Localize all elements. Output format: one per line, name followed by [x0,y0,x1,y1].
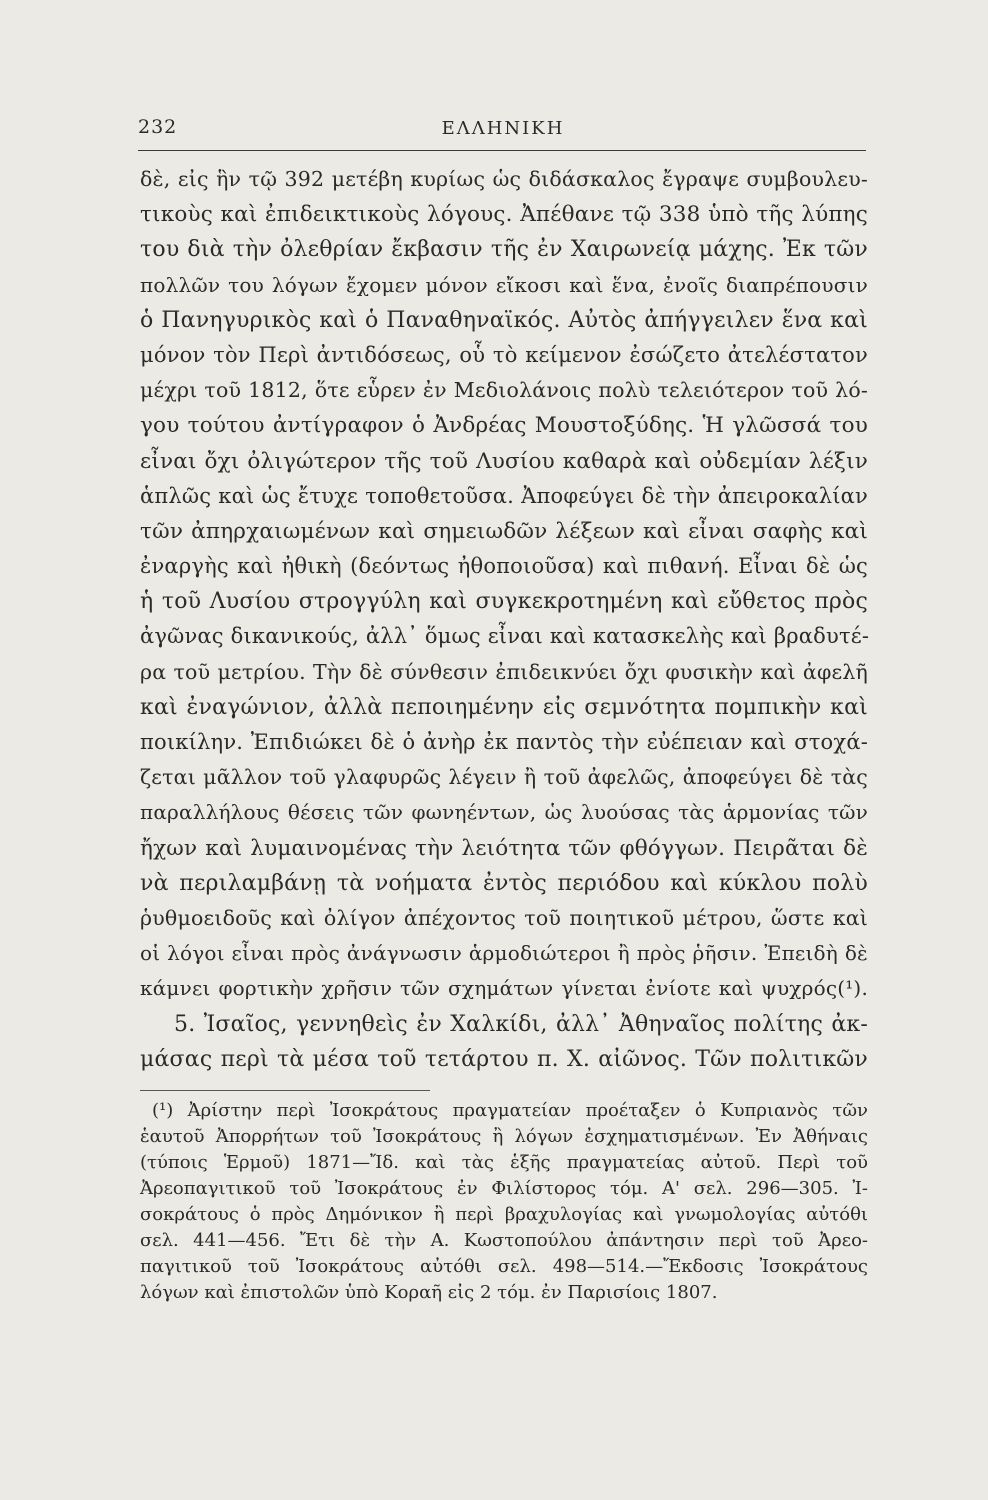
body-line: του διὰ τὴν ὀλεθρίαν ἔκβασιν τῆς ἐν Χαιρωνείᾳ μάχης. Ἐκ τῶν [140,237,868,263]
body-line: μέχρι τοῦ 1812, ὅτε εὗρεν ἐν Μεδιολάνοις πολὺ τελειότερον τοῦ λό- [140,378,868,403]
body-line: δὲ, εἰς ἣν τῷ 392 μετέβη κυρίως ὡς διδάσκαλος ἔγραψε συμβουλευ- [140,167,868,191]
body-line: ζεται μᾶλλον τοῦ γλαφυρῶς λέγειν ἢ τοῦ ἀφελῶς, ἀποφεύγει δὲ τὰς [140,765,868,790]
body-line: ρα τοῦ μετρίου. Τὴν δὲ σύνθεσιν ἐπιδεικνύει ὄχι φυσικὴν καὶ ἀφελῆ [140,659,868,684]
body-line: ὁ Πανηγυρικὸς καὶ ὁ Παναθηναϊκός. Αὐτὸς ἀπήγγειλεν ἕνα καὶ [140,307,868,333]
body-line: ποικίλην. Ἐπιδιώκει δὲ ὁ ἀνὴρ ἐκ παντὸς τὴν εὐέπειαν καὶ στοχά- [140,730,868,754]
body-line: ἀγῶνας δικανικούς, ἀλλ᾽ ὅμως εἶναι καὶ κατασκελὴς καὶ βραδυτέ- [140,624,870,649]
body-line: ῥυθμοειδοῦς καὶ ὀλίγον ἀπέχοντος τοῦ ποιητικοῦ μέτρου, ὥστε καὶ [140,905,868,930]
body-line: τικοὺς καὶ ἐπιδεικτικοὺς λόγους. Ἀπέθανε τῷ 338 ὑπὸ τῆς λύπης [140,202,868,228]
body-text [140,162,868,1077]
body-line: καὶ ἐναγώνιον, ἀλλὰ πεποιημένην εἰς σεμνότητα πομπικὴν καὶ [140,694,868,720]
running-title: ΕΛΛΗΝΙΚΗ [441,118,565,139]
footnote-line: (τύποις Ἑρμοῦ) 1871—Ἴδ. καὶ τὰς ἑξῆς πραγματείας αὐτοῦ. Περὶ τοῦ [140,1152,868,1173]
body-line: κάμνει φορτικὴν χρῆσιν τῶν σχημάτων γίνεται ἐνίοτε καὶ ψυχρός(¹). [140,976,868,1001]
body-line: μόνον τὸν Περὶ ἀντιδόσεως, οὗ τὸ κείμενον ἐσώζετο ἀτελέστατον [140,342,868,367]
body-line: ἁπλῶς καὶ ὡς ἔτυχε τοποθετοῦσα. Ἀποφεύγει δὲ τὴν ἀπειροκαλίαν [140,483,868,508]
body-line: πολλῶν του λόγων ἔχομεν μόνον εἴκοσι καὶ ἕνα, ἐνοῖς διαπρέπουσιν [140,272,868,297]
body-line: ἐναργὴς καὶ ἠθικὴ (δεόντως ἠθοποιοῦσα) καὶ πιθανή. Εἶναι δὲ ὡς [140,554,868,579]
body-line: γου τούτου ἀντίγραφον ὁ Ἀνδρέας Μουστοξύδης. Ἡ γλῶσσά του [140,413,868,439]
body-line: οἱ λόγοι εἶναι πρὸς ἀνάγνωσιν ἁρμοδιώτεροι ἢ πρὸς ῥῆσιν. Ἐπειδὴ δὲ [140,941,868,966]
header-rule [138,150,866,151]
body-line: 5. Ἰσαῖος, γεννηθεὶς ἐν Χαλκίδι, ἀλλ᾽ Ἀθηναῖος πολίτης ἀκ- [174,1011,868,1037]
footnote-rule [140,1090,430,1091]
body-line: νὰ περιλαμβάνῃ τὰ νοήματα ἐντὸς περιόδου καὶ κύκλου πολὺ [140,870,868,896]
body-line: εἶναι ὄχι ὀλιγώτερον τῆς τοῦ Λυσίου καθαρὰ καὶ οὐδεμίαν λέξιν [140,448,868,474]
footnote-line: σελ. 441—456. Ἔτι δὲ τὴν Α. Κωστοπούλου ἀπάντησιν περὶ τοῦ Ἀρεο- [140,1230,868,1251]
footnote-line: (¹) Ἀρίστην περὶ Ἰσοκράτους πραγματείαν προέταξεν ὁ Κυπριανὸς τῶν [152,1100,868,1121]
footnote-line: λόγων καὶ ἐπιστολῶν ὑπὸ Κοραῆ εἰς 2 τόμ. ἐν Παρισίοις 1807. [140,1282,718,1303]
body-line: παραλλήλους θέσεις τῶν φωνηέντων, ὡς λυούσας τὰς ἁρμονίας τῶν [140,800,868,825]
body-line: ἡ τοῦ Λυσίου στρογγύλη καὶ συγκεκροτημένη καὶ εὔθετος πρὸς [140,589,868,615]
footnote-line: σοκράτους ὁ πρὸς Δημόνικον ἢ περὶ βραχυλογίας καὶ γνωμολογίας αὐτόθι [140,1204,868,1225]
body-line: τῶν ἀπηρχαιωμένων καὶ σημειωδῶν λέξεων καὶ εἶναι σαφὴς καὶ [140,518,868,544]
page-number: 232 [138,116,178,138]
body-line: ἤχων καὶ λυμαινομένας τὴν λειότητα τῶν φθόγγων. Πειρᾶται δὲ [140,835,868,861]
footnote-line: παγιτικοῦ τοῦ Ἰσοκράτους αὐτόθι σελ. 498—514.—Ἔκδοσις Ἰσοκράτους [140,1256,868,1277]
footnote-line: ἑαυτοῦ Ἀπορρήτων τοῦ Ἰσοκράτους ἢ λόγων ἐσχηματισμένων. Ἐν Ἀθήναις [140,1126,868,1147]
footnote-line: Ἀρεοπαγιτικοῦ τοῦ Ἰσοκράτους ἐν Φιλίστορος τόμ. Α' σελ. 296—305. Ἰ- [140,1178,868,1199]
body-line: μάσας περὶ τὰ μέσα τοῦ τετάρτου π. Χ. αἰῶνος. Τῶν πολιτικῶν [140,1046,868,1072]
footnotes [140,1098,868,1306]
